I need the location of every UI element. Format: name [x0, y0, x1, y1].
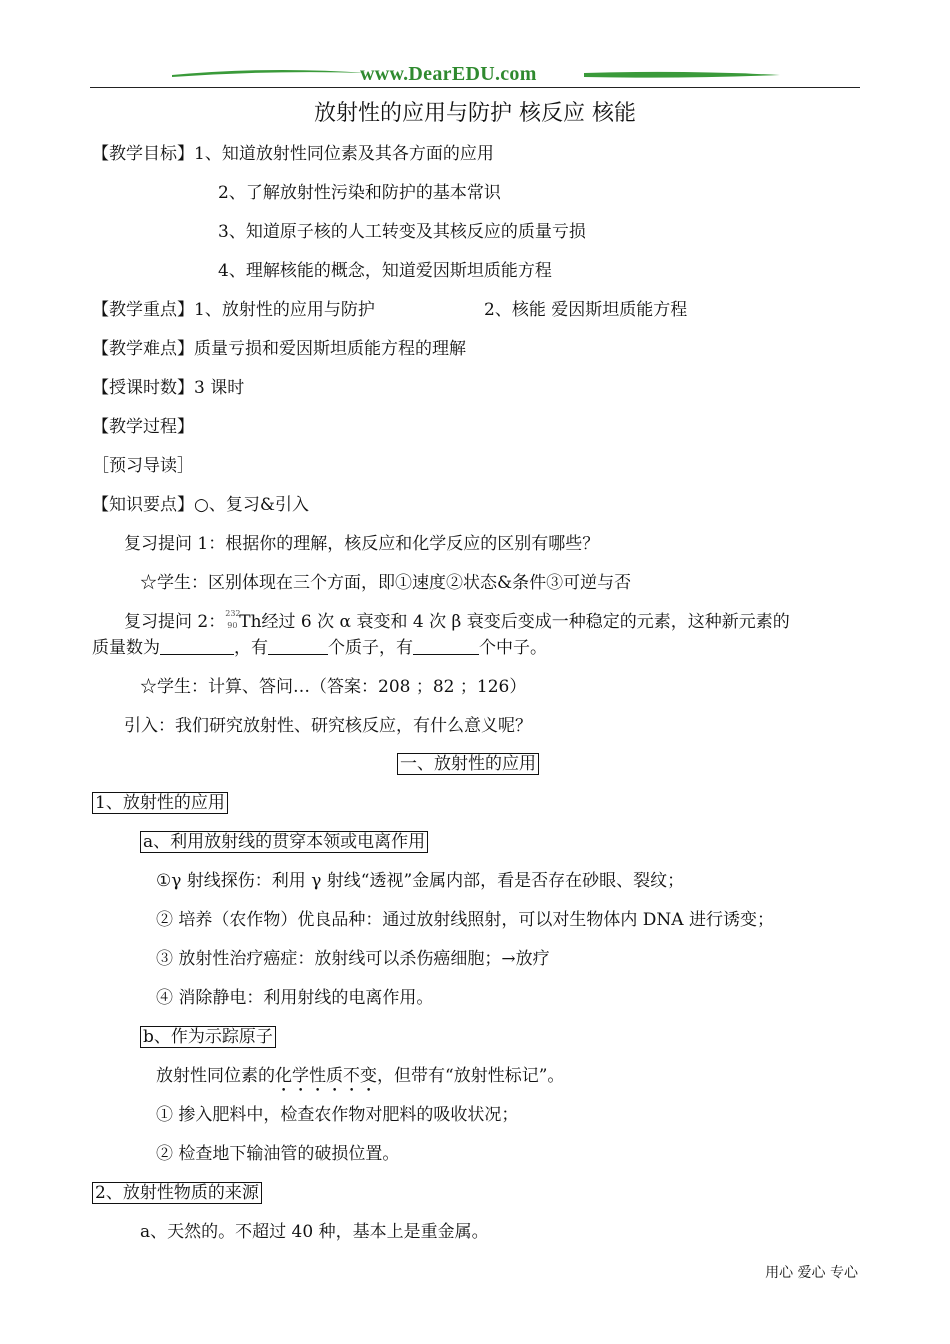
neutron-count-blank — [413, 638, 479, 655]
hours-text: 3 课时 — [194, 378, 245, 398]
objective-item: 1、知道放射性同位素及其各方面的应用 — [194, 144, 494, 164]
emphasized-text: 化学性质不变 — [275, 1066, 377, 1086]
application-item: ② 培养（农作物）优良品种：通过放射线照射，可以对生物体内 DNA 进行诱变； — [156, 910, 774, 930]
isotope-notation — [225, 609, 241, 630]
left-swoosh-icon — [170, 68, 370, 80]
subsection-heading — [92, 792, 228, 814]
objectives-row-1 — [92, 143, 494, 165]
key-point-item: 2、核能 爱因斯坦质能方程 — [484, 300, 688, 320]
review2-text: 个质子，有 — [328, 638, 413, 658]
review2-text: ，有 — [234, 638, 268, 658]
review2-text: 质量数为 — [92, 638, 160, 658]
tracer-item: ② 检查地下输油管的破损位置。 — [156, 1144, 400, 1164]
subsection-2-heading — [92, 1182, 262, 1204]
header-rule — [90, 87, 860, 88]
key-point-item: 1、放射性的应用与防护 — [194, 300, 375, 320]
subsection-title: 1、放射性的应用 — [92, 792, 228, 814]
knowledge-row — [92, 494, 309, 516]
key-points-row — [92, 299, 375, 321]
section-title: 一、放射性的应用 — [397, 753, 539, 775]
intro-text: 引入：我们研究放射性、研究核反应，有什么意义呢？ — [124, 716, 532, 736]
review-question-2 — [124, 611, 790, 633]
review-question-2-line2 — [92, 637, 547, 659]
hours-label: 【授课时数】 — [92, 378, 194, 398]
objectives-label: 【教学目标】 — [92, 144, 194, 164]
page-footer: 用心 爱心 专心 — [765, 1265, 858, 1281]
student-answer-2: ☆学生：计算、答问…（答案：208 ；82 ；126） — [140, 677, 527, 697]
logo-text: www.DearEDU.com — [360, 63, 537, 85]
proton-count-blank — [268, 638, 328, 655]
objective-item: 2、了解放射性污染和防护的基本常识 — [218, 183, 501, 203]
subsection-2-title: 2、放射性物质的来源 — [92, 1182, 262, 1204]
mass-number-blank — [160, 638, 234, 655]
key-points-label: 【教学重点】 — [92, 300, 194, 320]
tracer-text-part: ，但带有“放射性标记”。 — [377, 1066, 565, 1086]
subsection-a-title: a、利用放射线的贯穿本领或电离作用 — [140, 831, 428, 853]
difficulty-row — [92, 338, 466, 360]
tracer-text — [156, 1065, 564, 1096]
element-symbol: Th — [239, 612, 262, 632]
review2-text: 个中子。 — [479, 638, 547, 658]
tracer-text-part: 放射性同位素的 — [156, 1066, 275, 1086]
subsection-b-title: b、作为示踪原子 — [140, 1026, 276, 1048]
tracer-item: ① 掺入肥料中，检查农作物对肥料的吸收状况； — [156, 1105, 519, 1125]
section-heading — [397, 753, 539, 775]
review2-prefix: 复习提问 2： — [124, 612, 226, 632]
subsection-b-heading — [140, 1026, 276, 1048]
header-logo — [90, 62, 860, 90]
natural-source-text: a、天然的。不超过 40 种，基本上是重金属。 — [140, 1222, 489, 1242]
subsection-a-heading — [140, 831, 428, 853]
application-item: ③ 放射性治疗癌症：放射线可以杀伤癌细胞；→放疗 — [156, 949, 550, 969]
review2-rest: 经过 6 次 α 衰变和 4 次 β 衰变后变成一种稳定的元素，这种新元素的 — [261, 612, 790, 632]
student-answer-1: ☆学生：区别体现在三个方面，即①速度②状态&条件③可逆与否 — [140, 573, 632, 593]
hours-row — [92, 377, 244, 399]
objective-item: 3、知道原子核的人工转变及其核反应的质量亏损 — [218, 222, 586, 242]
right-swoosh-icon — [582, 68, 782, 80]
knowledge-label: 【知识要点】 — [92, 495, 194, 515]
process-heading: 【教学过程】 — [92, 417, 194, 437]
difficulty-text: 质量亏损和爱因斯坦质能方程的理解 — [194, 339, 466, 359]
preview-heading: ［预习导读］ — [92, 456, 194, 476]
page-title: 放射性的应用与防护 核反应 核能 — [314, 101, 636, 126]
objective-item: 4、理解核能的概念，知道爱因斯坦质能方程 — [218, 261, 552, 281]
knowledge-text: ○、复习&引入 — [194, 495, 309, 515]
application-item: ①γ 射线探伤：利用 γ 射线“透视”金属内部，看是否存在砂眼、裂纹； — [156, 871, 685, 891]
review-question-1: 复习提问 1：根据你的理解，核反应和化学反应的区别有哪些？ — [124, 534, 600, 554]
mass-number: 232 — [225, 609, 241, 618]
difficulty-label: 【教学难点】 — [92, 339, 194, 359]
atomic-number: 90 — [227, 621, 238, 630]
application-item: ④ 消除静电：利用射线的电离作用。 — [156, 988, 434, 1008]
